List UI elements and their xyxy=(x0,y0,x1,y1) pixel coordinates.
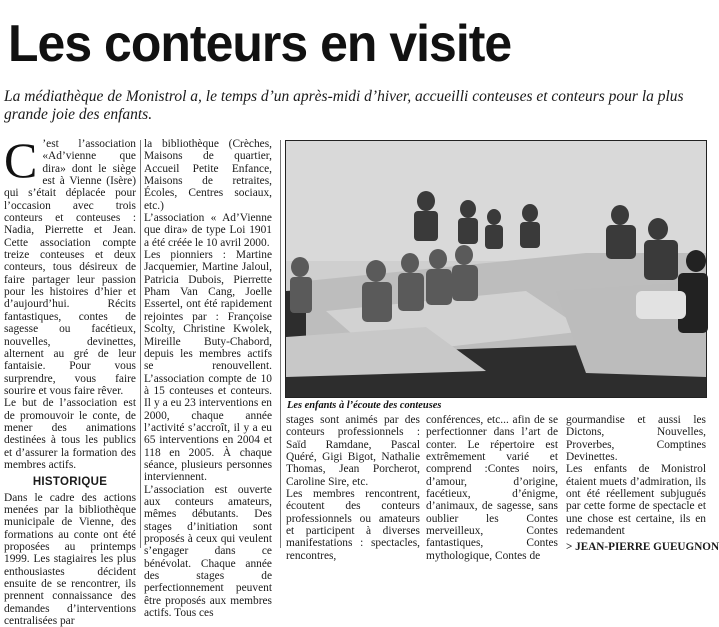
paragraph: Le but de l’association est de promouvoir le conte, de mener des animations destinées à tous les publics et d’assurer la formation des membres actifs. xyxy=(4,397,136,471)
paragraph: Les enfants de Monistrol étaient muets d’admiration, ils ont été réellement subjugués par cette forme de spectacle et une chose est certaine, ils en redemandent xyxy=(566,463,706,538)
paragraph: L’association est ouverte aux conteurs amateurs, mêmes débutants. Des stages d’initiation sont proposés à ceux qui veulent s’engager dans ce bénévolat. Chaque année des stages de perfectionnement peuvent être proposés aux membres actifs. Tous ces xyxy=(144,483,272,620)
lede: La médiathèque de Monistrol a, le temps d’un après-midi d’hiver, accueilli conteuses et conteurs pour la plus grande joie des enfants. xyxy=(4,88,684,123)
article-column-1 xyxy=(4,132,136,627)
paragraph-text: ’est l’association «Ad’vienne que dira» dont le siège est à Vienne (Isère) qui s’était déplacée pour l’occasion avec trois conteurs et conteuses : Nadia, Pierrette et Jean. Cette association compte treize conteuses et deux conteurs, tous désireux de faire partager leur passion pour les histoires d’hier et d’aujourd’hui. Récits fantastiques, contes de sagesse ou facétieux, nouvelles, devinettes, alternent au gré de leur fantaisie. Pour vous surprendre, vous faire sourire et vous faire rêver. xyxy=(4,138,136,397)
drop-cap: C xyxy=(4,132,38,188)
paragraph: la bibliothèque (Crèches, Maisons de quartier, Accueil Petite Enfance, Maisons de retraites, Écoles, Centres sociaux, etc.) xyxy=(144,138,272,212)
column-divider xyxy=(280,140,281,548)
paragraph: gourmandise et aussi les Dictons, Nouvelles, Proverbes, Comptines Devinettes. xyxy=(566,414,706,464)
paragraph: Dans le cadre des actions menées par la bibliothèque municipale de Vienne, des formations au conte ont été proposées au printemps 1999. Les stagiaires les plus enthousiastes décident ensuite de se rencontrer, ils prennent connaissance des demandes d’interventions centralisées par xyxy=(4,491,136,627)
news-photo xyxy=(285,140,707,398)
article-column-5 xyxy=(566,414,719,554)
paragraph: L’association « Ad’Vienne que dira» de type Loi 1901 a été créée le 10 avril 2000. xyxy=(144,212,272,249)
photo-illustration xyxy=(286,141,706,397)
article-column-2 xyxy=(144,138,272,620)
paragraph: stages sont animés par des conteurs professionnels : Saïd Ramdane, Pascal Quéré, Gigi Bigot, Nathalie Thomas, Jean Porcherot, Caroline Sire, etc. xyxy=(286,414,420,488)
column-divider xyxy=(140,140,141,548)
paragraph: Les pionniers : Martine Jacquemier, Martine Jaloul, Patricia Dubois, Pierrette Pham Van Cang, Joelle Essertel, ont été rapidement rejointes par : Françoise Scolty, Christine Kwolek, Mireille Buty-Chabord, depuis les membres actifs se renouvellent. L’association compte de 10 à 15 conteuses et conteurs. Il y a eu 23 interventions en 2000, chaque année l’activité s’accroît, il y a eu 65 interventions en 2004 et 118 en 2005. À chaque séance, plusieurs personnes interviennent. xyxy=(144,249,272,484)
section-subhead: HISTORIQUE xyxy=(32,476,108,489)
intro-paragraph xyxy=(4,132,136,397)
article-column-3 xyxy=(286,414,420,562)
paragraph: Les membres rencontrent, écoutent des conteurs professionnels ou amateurs et participent à diverses manifestations : spectacles, rencontres, xyxy=(286,488,420,562)
paragraph: conférences, etc... afin de se perfectionner dans l’art de conter. Le répertoire est extrêmement varié et comprend :Contes noirs, d’amour, d’origine, facétieux, d’énigme, d’animaux, de sagesse, sans oublier les Contes merveilleux, Contes fantastiques, Contes mythologique, Contes de xyxy=(426,414,558,562)
photo-caption: Les enfants à l’écoute des conteuses xyxy=(287,400,442,411)
article-column-4 xyxy=(426,414,558,562)
headline: Les conteurs en visite xyxy=(8,15,512,73)
author-signature: > JEAN-PIERRE GUEUGNON xyxy=(566,541,719,554)
